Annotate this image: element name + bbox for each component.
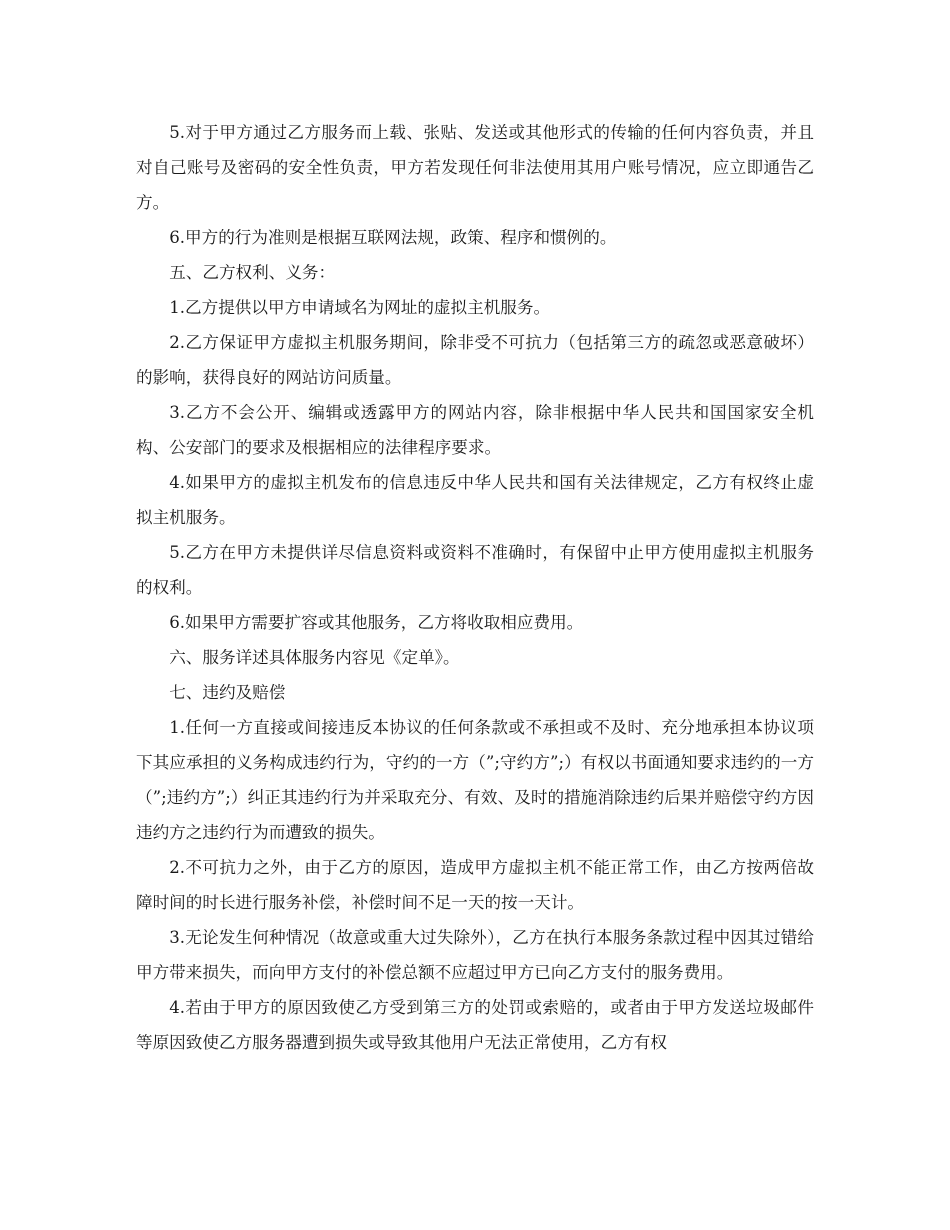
clause-b1-hosting-service: 1.乙方提供以甲方申请域名为网址的虚拟主机服务。 (169, 298, 551, 317)
clause-b4-termination: 4.如果甲方的虚拟主机发布的信息违反中华人民共和国有关法律规定，乙方有权终止虚拟主机服务。 (136, 473, 814, 527)
clause-c1-breach: 1.任何一方直接或间接违反本协议的任何条款或不承担或不及时、充分地承担本协议项下其应承担的义务构成违约行为，守约的一方（”;守约方”;）有权以书面通知要求违约的一方（”;违约方”;）纠正其违约行为并采取充分、有效、及时的措施消除违约后果并赔偿守约方因违约方之违约行为而遭致的损失。 (136, 718, 814, 842)
clause-c4-third-party-penalty: 4.若由于甲方的原因致使乙方受到第三方的处罚或索赔的，或者由于甲方发送垃圾邮件等原因致使乙方服务器遭到损失或导致其他用户无法正常使用，乙方有权 (136, 998, 814, 1052)
clause-c3-compensation-cap: 3.无论发生何种情况（故意或重大过失除外），乙方在执行本服务条款过程中因其过错给甲方带来损失，而向甲方支付的补偿总额不应超过甲方已向乙方支付的服务费用。 (136, 928, 814, 982)
clause-b6-extra-fees: 6.如果甲方需要扩容或其他服务，乙方将收取相应费用。 (169, 613, 584, 632)
section-heading-seven: 七、违约及赔偿 (169, 683, 286, 702)
clause-c2-compensation-time: 2.不可抗力之外，由于乙方的原因，造成甲方虚拟主机不能正常工作，由乙方按两倍故障时间的时长进行服务补偿，补偿时间不足一天的按一天计。 (136, 858, 814, 912)
clause-a6-conduct-rules: 6.甲方的行为准则是根据互联网法规，政策、程序和惯例的。 (169, 228, 617, 247)
clause-b5-suspension: 5.乙方在甲方未提供详尽信息资料或资料不准确时，有保留中止甲方使用虚拟主机服务的权利。 (136, 543, 814, 597)
clause-a5-content-responsibility: 5.对于甲方通过乙方服务而上载、张贴、发送或其他形式的传输的任何内容负责，并且对自己账号及密码的安全性负责，甲方若发现任何非法使用其用户账号情况，应立即通告乙方。 (136, 123, 814, 212)
section-heading-five: 五、乙方权利、义务： (169, 263, 336, 282)
section-heading-six: 六、服务详述具体服务内容见《定单》。 (169, 648, 460, 667)
clause-b3-confidentiality: 3.乙方不会公开、编辑或透露甲方的网站内容，除非根据中华人民共和国国家安全机构、公安部门的要求及根据相应的法律程序要求。 (136, 403, 814, 457)
clause-b2-access-quality: 2.乙方保证甲方虚拟主机服务期间，除非受不可抗力（包括第三方的疏忽或恶意破坏）的影响，获得良好的网站访问质量。 (136, 333, 814, 387)
